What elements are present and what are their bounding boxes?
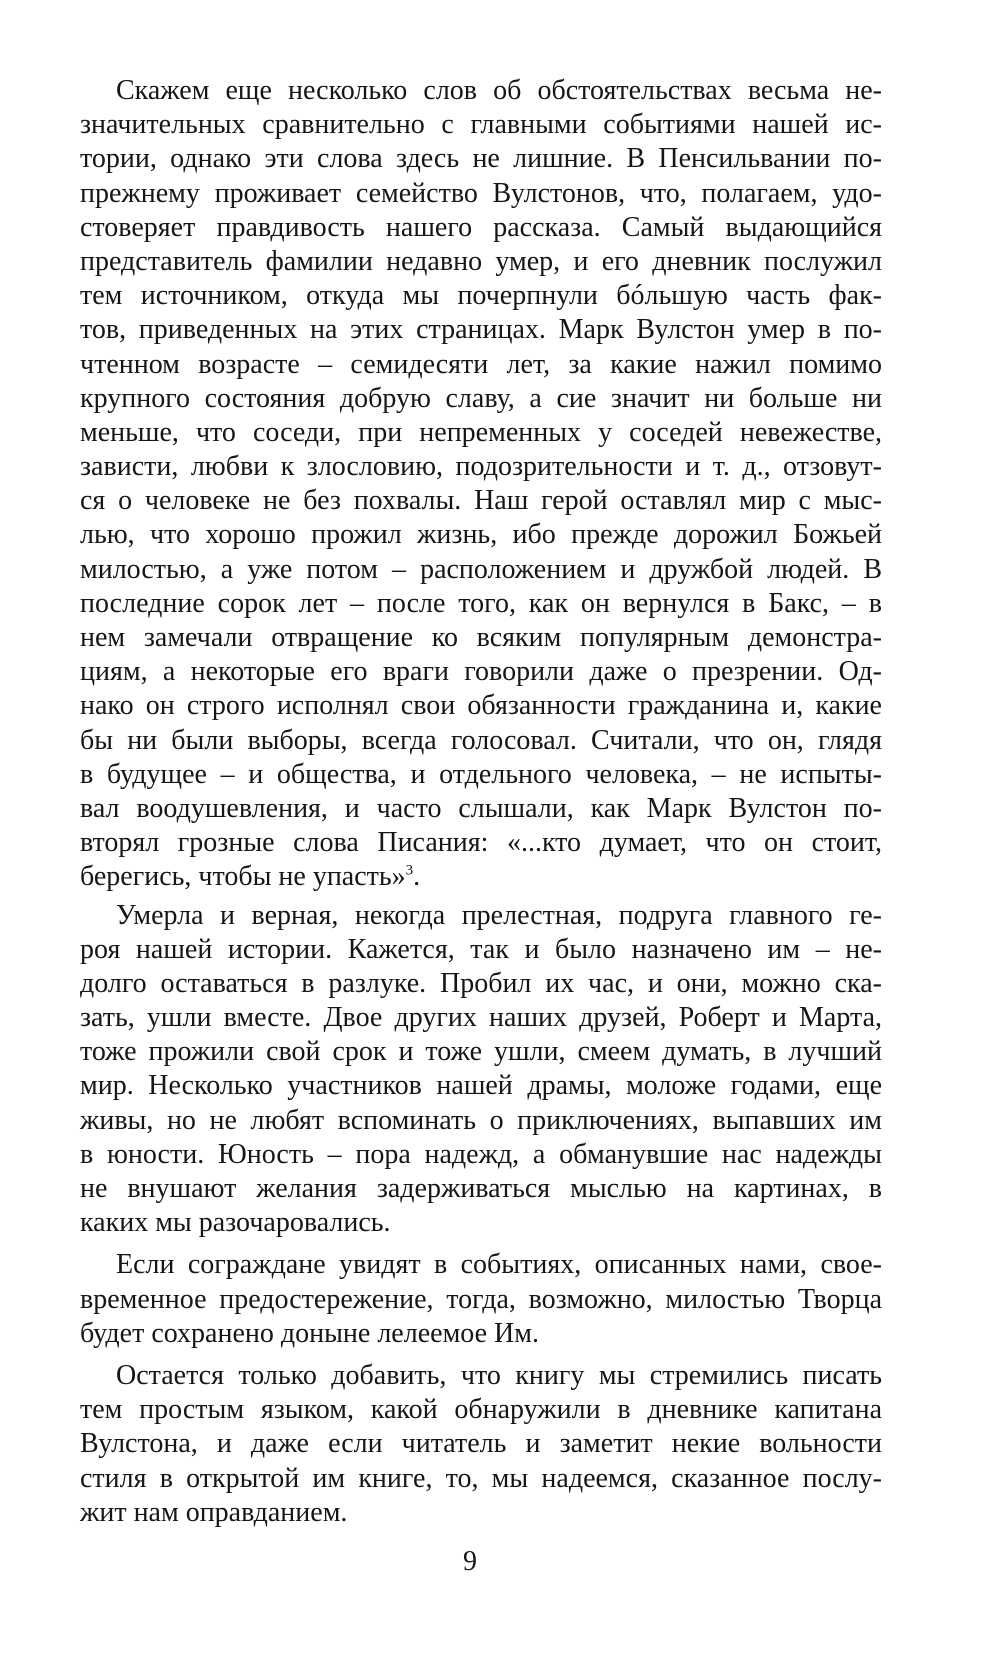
text-line: Скажем еще несколько слов об обстоятельствах весьма не- xyxy=(116,75,882,106)
text-line: зать, ушли вместе. Двое других наших друзей, Роберт и Марта, xyxy=(80,1002,882,1034)
text-line: не внушают желания задерживаться мыслью на картинах, в xyxy=(80,1173,882,1204)
footnote-marker: 3 xyxy=(405,862,414,879)
text-line: представитель фамилии недавно умер, и его дневник послужил xyxy=(80,245,882,277)
text-line: вторял грозные слова Писания: «...кто думает, что он стоит, xyxy=(80,827,882,859)
page-body xyxy=(80,74,882,1530)
page-number: 9 xyxy=(463,1546,477,1577)
text-line: стиля в открытой им книге, то, мы надеемся, сказанное послу- xyxy=(80,1462,882,1494)
text-line: долго оставаться в разлуке. Пробил их час, и они, можно ска- xyxy=(80,967,882,999)
text-line: нако он строго исполнял свои обязанности гражданина и, какие xyxy=(80,690,882,722)
paragraph xyxy=(80,1248,882,1351)
text-line: каких мы разочаровались. xyxy=(80,1207,391,1239)
text-line: лью, что хорошо прожил жизнь, ибо прежде дорожил Божьей xyxy=(80,519,882,551)
text-line: Если сограждане увидят в событиях, описанных нами, свое- xyxy=(116,1249,882,1281)
text-line: тем простым языком, какой обнаружили в дневнике капитана xyxy=(80,1394,882,1426)
text-line: тем источником, откуда мы почерпнули бóльшую часть фак- xyxy=(80,280,882,312)
text-line: меньше, что соседи, при непременных у соседей невежестве, xyxy=(80,416,882,448)
text-line: циям, а некоторые его враги говорили даже о презрении. Од- xyxy=(80,656,882,688)
text-line: прежнему проживает семейство Вулстонов, что, полагаем, удо- xyxy=(80,177,882,209)
text-line: роя нашей истории. Кажется, так и было назначено им – не- xyxy=(80,933,882,965)
text-line: в юности. Юность – пора надежд, а обманувшие нас надежды xyxy=(80,1138,882,1170)
text-line: временное предостережение, тогда, возможно, милостью Творца xyxy=(80,1283,882,1315)
text-line: Вулстона, и даже если читатель и заметит некие вольности xyxy=(80,1428,882,1460)
text-line: чтенном возрасте – семидесяти лет, за какие нажил помимо xyxy=(80,348,882,380)
text-line: милостью, а уже потом – расположением и дружбой людей. В xyxy=(80,553,882,585)
text-line: мир. Несколько участников нашей драмы, моложе годами, еще xyxy=(80,1070,882,1102)
text-line: Остается только добавить, что книгу мы стремились писать xyxy=(116,1359,882,1391)
text-line: берегись, чтобы не упасть»$^3$. xyxy=(80,861,421,893)
text-line: зависти, любви к злословию, подозрительности и т. д., отзовут- xyxy=(80,451,882,483)
text-line: нем замечали отвращение ко всяким популярным демонстра- xyxy=(80,622,882,653)
text-line: последние сорок лет – после того, как он вернулся в Бакс, – в xyxy=(80,587,882,619)
text-line: бы ни были выборы, всегда голосовал. Считали, что он, глядя xyxy=(80,724,882,756)
text-line: будет сохранено доныне лелеемое Им. xyxy=(80,1317,539,1349)
paragraph xyxy=(80,1359,882,1530)
paragraph xyxy=(80,74,882,895)
paragraph xyxy=(80,899,882,1241)
text-line: жит нам оправданием. xyxy=(80,1496,348,1528)
text-line: тории, однако эти слова здесь не лишние. В Пенсильвании по- xyxy=(80,143,882,175)
text-line: в будущее – и общества, и отдельного человека, – не испыты- xyxy=(80,758,882,790)
text-line: тоже прожили свой срок и тоже ушли, смеем думать, в лучший xyxy=(80,1036,882,1068)
text-line: крупного состояния добрую славу, а сие значит ни больше ни xyxy=(80,382,882,414)
text-line: значительных сравнительно с главными событиями нашей ис- xyxy=(80,109,882,141)
text-line: ся о человеке не без похвалы. Наш герой оставлял мир с мыс- xyxy=(80,485,882,517)
text-line: вал воодушевления, и часто слышали, как Марк Вулстон по- xyxy=(80,792,882,824)
text-line: стоверяет правдивость нашего рассказа. Самый выдающийся xyxy=(80,211,882,243)
text-line: тов, приведенных на этих страницах. Марк Вулстон умер в по- xyxy=(80,314,882,346)
text-line: живы, но не любят вспоминать о приключениях, выпавших им xyxy=(80,1104,882,1136)
text-line: Умерла и верная, некогда прелестная, подруга главного ге- xyxy=(116,899,882,931)
